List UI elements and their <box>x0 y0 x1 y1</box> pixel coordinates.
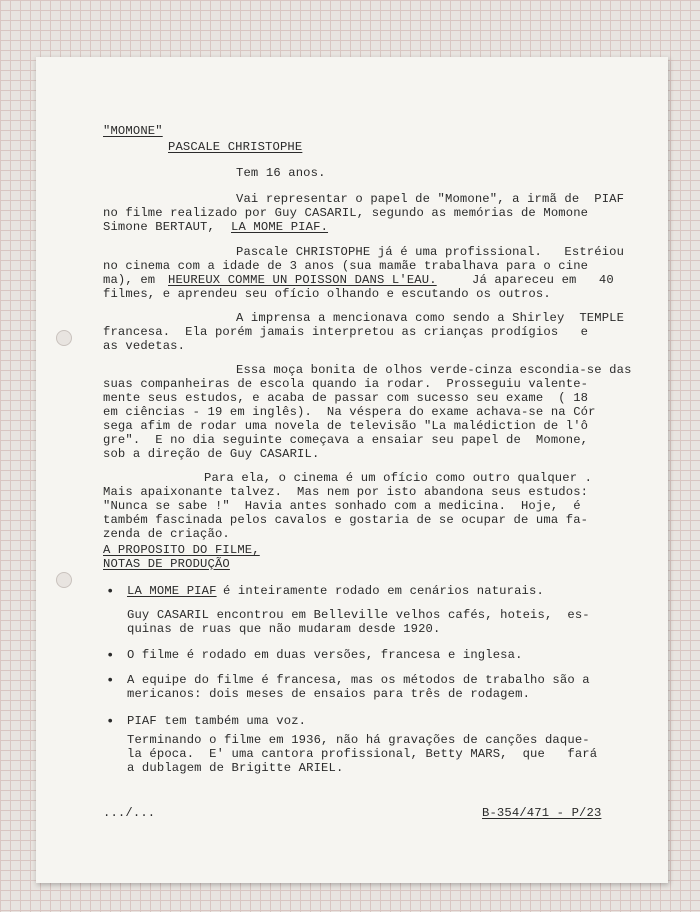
note-text: O filme é rodado em duas versões, francesa e inglesa. <box>127 648 523 662</box>
para1-line: Simone BERTAUT, <box>103 220 215 234</box>
note-text: a dublagem de Brigitte ARIEL. <box>127 761 344 775</box>
para5-line: Para ela, o cinema é um ofício como outro qualquer . <box>204 471 593 485</box>
bullet: • <box>106 714 115 730</box>
para3-line: A imprensa a mencionava como sendo a Shirley TEMPLE <box>236 311 625 325</box>
title-name: PASCALE CHRISTOPHE <box>168 140 303 154</box>
note-text: la época. E' uma cantora profissional, Betty MARS, que fará <box>127 747 598 761</box>
para2-line: ma), em <box>103 273 156 287</box>
para5-line: também fascinada pelos cavalos e gostaria de se ocupar de uma fa- <box>103 513 589 527</box>
note-text: mericanos: dois meses de ensaios para três de rodagem. <box>127 687 531 701</box>
continued-mark: .../... <box>103 806 156 820</box>
bullet: • <box>106 648 115 664</box>
para4-line: mente seus estudos, e acaba de passar com sucesso seu exame ( 18 <box>103 391 589 405</box>
note-text: A equipe do filme é francesa, mas os métodos de trabalho são a <box>127 673 590 687</box>
para4-line: em ciências - 19 em inglês). Na véspera do exame achava-se na Cór <box>103 405 596 419</box>
para2-line: Pascale CHRISTOPHE já é uma profissional. Estréiou <box>236 245 625 259</box>
film-title: LA MOME PIAF. <box>231 220 329 234</box>
para4-line: Essa moça bonita de olhos verde-cinza escondia-se das <box>236 363 632 377</box>
film-title: LA MOME PIAF <box>127 584 217 598</box>
note-text: Terminando o filme em 1936, não há gravações de canções daque- <box>127 733 590 747</box>
document-reference: B-354/471 - P/23 <box>482 806 602 820</box>
note-text: quinas de ruas que não mudaram desde 1920. <box>127 622 441 636</box>
section-heading: A PROPOSITO DO FILME, <box>103 543 260 557</box>
para5-line: "Nunca se sabe !" Havia antes sonhado com a medicina. Hoje, é <box>103 499 581 513</box>
para1-line: Vai representar o papel de "Momone", a irmã de PIAF <box>236 192 625 206</box>
punch-hole <box>56 572 72 588</box>
para3-line: as vedetas. <box>103 339 186 353</box>
para1-line: no filme realizado por Guy CASARIL, segundo as memórias de Momone <box>103 206 589 220</box>
para4-line: gre". E no dia seguinte começava a ensaiar seu papel de Momone, <box>103 433 589 447</box>
para5-line: Mais apaixonante talvez. Mas nem por isto abandona seus estudos: <box>103 485 589 499</box>
age-line: Tem 16 anos. <box>236 166 326 180</box>
para2-line: filmes, e aprendeu seu ofício olhando e escutando os outros. <box>103 287 551 301</box>
note-text: PIAF tem também uma voz. <box>127 714 307 728</box>
title-momone: "MOMONE" <box>103 124 163 138</box>
punch-hole <box>56 330 72 346</box>
para4-line: sob a direção de Guy CASARIL. <box>103 447 320 461</box>
para2-line: Já apareceu em 40 <box>472 273 614 287</box>
bullet: • <box>106 673 115 689</box>
note-text: Guy CASARIL encontrou em Belleville velhos cafés, hoteis, es- <box>127 608 590 622</box>
para3-line: francesa. Ela porém jamais interpretou as crianças prodígios e <box>103 325 589 339</box>
para4-line: suas companheiras de escola quando ia rodar. Prosseguiu valente- <box>103 377 589 391</box>
note-text: é inteiramente rodado em cenários naturais. <box>223 584 544 598</box>
film-title: HEUREUX COMME UN POISSON DANS L'EAU. <box>168 273 437 287</box>
para5-line: zenda de criação. <box>103 527 230 541</box>
para4-line: sega afim de rodar uma novela de televisão "La malédiction de l'ô <box>103 419 589 433</box>
bullet: • <box>106 584 115 600</box>
para2-line: no cinema com a idade de 3 anos (sua mamãe trabalhava para o cine <box>103 259 589 273</box>
section-heading: NOTAS DE PRODUÇÃO <box>103 557 230 571</box>
